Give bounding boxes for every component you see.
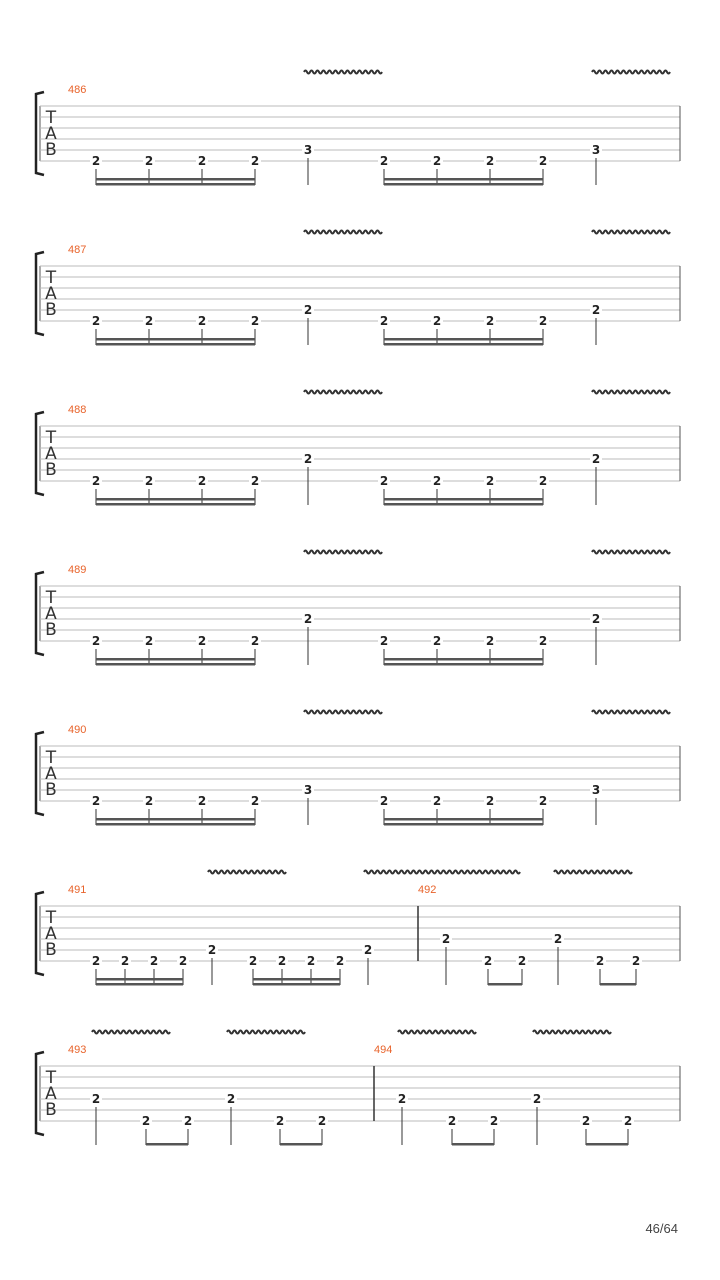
- vibrato-mark: [592, 551, 670, 554]
- fret-number: 2: [144, 634, 154, 648]
- fret-number: 2: [303, 612, 313, 626]
- fret-number: 2: [591, 452, 601, 466]
- tab-clef-letter: T: [45, 588, 57, 608]
- fret-number: 2: [623, 1114, 633, 1128]
- tab-system: [36, 231, 680, 346]
- fret-number: 3: [303, 783, 313, 797]
- fret-number: 2: [379, 474, 389, 488]
- vibrato-mark: [442, 871, 520, 874]
- fret-number: 2: [183, 1114, 193, 1128]
- note-beam: [253, 983, 340, 986]
- fret-number: 2: [91, 314, 101, 328]
- vibrato-mark: [364, 871, 442, 874]
- note-beam: [96, 338, 255, 341]
- fret-number: 2: [250, 154, 260, 168]
- tab-system: [36, 1031, 680, 1146]
- note-beam: [96, 658, 255, 661]
- fret-number: 2: [335, 954, 345, 968]
- note-beam: [384, 503, 543, 506]
- vibrato-mark: [304, 71, 382, 74]
- tab-clef-letter: B: [45, 940, 57, 960]
- note-beam: [384, 823, 543, 826]
- fret-number: 2: [485, 474, 495, 488]
- tab-clef-letter: A: [45, 444, 57, 464]
- note-beam: [384, 178, 543, 181]
- fret-number: 3: [303, 143, 313, 157]
- fret-number: 2: [631, 954, 641, 968]
- vibrato-mark: [592, 391, 670, 394]
- fret-number: 2: [250, 474, 260, 488]
- note-beam: [96, 663, 255, 666]
- fret-number: 2: [538, 474, 548, 488]
- fret-number: 2: [553, 932, 563, 946]
- fret-number: 2: [379, 154, 389, 168]
- note-beam: [96, 178, 255, 181]
- fret-number: 2: [432, 794, 442, 808]
- fret-number: 2: [197, 474, 207, 488]
- tab-clef-letter: T: [45, 1068, 57, 1088]
- fret-number: 2: [595, 954, 605, 968]
- fret-number: 2: [483, 954, 493, 968]
- fret-number: 2: [197, 154, 207, 168]
- note-beam: [600, 983, 636, 986]
- fret-number: 2: [538, 794, 548, 808]
- vibrato-mark: [304, 711, 382, 714]
- fret-number: 2: [144, 794, 154, 808]
- fret-number: 2: [226, 1092, 236, 1106]
- vibrato-mark: [304, 391, 382, 394]
- fret-number: 2: [250, 794, 260, 808]
- vibrato-mark: [592, 711, 670, 714]
- fret-number: 2: [489, 1114, 499, 1128]
- page-number: 46/64: [645, 1221, 678, 1236]
- fret-number: 2: [538, 314, 548, 328]
- fret-number: 2: [91, 1092, 101, 1106]
- fret-number: 2: [197, 634, 207, 648]
- vibrato-mark: [533, 1031, 611, 1034]
- note-beam: [280, 1143, 322, 1146]
- fret-number: 2: [144, 154, 154, 168]
- note-beam: [96, 823, 255, 826]
- tab-clef-letter: B: [45, 460, 57, 480]
- fret-number: 2: [144, 474, 154, 488]
- note-beam: [452, 1143, 494, 1146]
- vibrato-mark: [304, 551, 382, 554]
- note-beam: [96, 498, 255, 501]
- tab-clef-letter: A: [45, 1084, 57, 1104]
- fret-number: 2: [397, 1092, 407, 1106]
- fret-number: 2: [149, 954, 159, 968]
- fret-number: 2: [538, 634, 548, 648]
- fret-number: 2: [91, 954, 101, 968]
- note-beam: [96, 818, 255, 821]
- tab-clef-letter: B: [45, 300, 57, 320]
- vibrato-mark: [554, 871, 632, 874]
- measure-number: 488: [68, 404, 87, 416]
- fret-number: 2: [144, 314, 154, 328]
- fret-number: 2: [197, 314, 207, 328]
- fret-number: 3: [591, 143, 601, 157]
- fret-number: 2: [317, 1114, 327, 1128]
- note-beam: [96, 978, 183, 981]
- fret-number: 2: [197, 794, 207, 808]
- fret-number: 2: [432, 154, 442, 168]
- tab-clef-letter: B: [45, 1100, 57, 1120]
- measure-number: 487: [68, 244, 87, 256]
- tab-clef-letter: B: [45, 140, 57, 160]
- fret-number: 2: [379, 794, 389, 808]
- fret-number: 2: [275, 1114, 285, 1128]
- fret-number: 2: [120, 954, 130, 968]
- fret-number: 2: [447, 1114, 457, 1128]
- fret-number: 2: [303, 452, 313, 466]
- measure-number: 493: [68, 1044, 87, 1056]
- fret-number: 2: [91, 474, 101, 488]
- fret-number: 2: [485, 634, 495, 648]
- tab-clef-letter: A: [45, 124, 57, 144]
- tab-system: [36, 391, 680, 506]
- measure-number: 489: [68, 564, 87, 576]
- tab-clef-letter: A: [45, 924, 57, 944]
- fret-number: 2: [250, 314, 260, 328]
- fret-number: 2: [441, 932, 451, 946]
- tab-clef-letter: A: [45, 764, 57, 784]
- vibrato-mark: [208, 871, 286, 874]
- fret-number: 2: [303, 303, 313, 317]
- note-beam: [146, 1143, 188, 1146]
- note-beam: [384, 663, 543, 666]
- note-beam: [384, 498, 543, 501]
- vibrato-mark: [398, 1031, 476, 1034]
- tab-clef-letter: B: [45, 620, 57, 640]
- fret-number: 2: [248, 954, 258, 968]
- fret-number: 2: [178, 954, 188, 968]
- tab-clef-letter: A: [45, 604, 57, 624]
- tab-clef-letter: T: [45, 748, 57, 768]
- fret-number: 2: [306, 954, 316, 968]
- fret-number: 2: [91, 794, 101, 808]
- fret-number: 2: [207, 943, 217, 957]
- fret-number: 2: [379, 314, 389, 328]
- tab-system: [36, 711, 680, 826]
- tab-system: [36, 71, 680, 186]
- tab-clef-letter: T: [45, 908, 57, 928]
- vibrato-mark: [592, 231, 670, 234]
- tab-system: [36, 871, 680, 986]
- note-beam: [488, 983, 522, 986]
- fret-number: 2: [591, 612, 601, 626]
- fret-number: 2: [581, 1114, 591, 1128]
- measure-number: 486: [68, 84, 87, 96]
- measure-number: 490: [68, 724, 87, 736]
- note-beam: [384, 338, 543, 341]
- tab-clef-letter: T: [45, 268, 57, 288]
- note-beam: [384, 658, 543, 661]
- fret-number: 2: [485, 154, 495, 168]
- note-beam: [586, 1143, 628, 1146]
- tab-clef-letter: T: [45, 428, 57, 448]
- fret-number: 2: [379, 634, 389, 648]
- note-beam: [96, 983, 183, 986]
- note-beam: [96, 343, 255, 346]
- fret-number: 2: [91, 634, 101, 648]
- fret-number: 2: [363, 943, 373, 957]
- fret-number: 2: [532, 1092, 542, 1106]
- measure-number: 494: [374, 1044, 393, 1056]
- fret-number: 2: [538, 154, 548, 168]
- fret-number: 2: [432, 634, 442, 648]
- note-beam: [384, 818, 543, 821]
- note-beam: [253, 978, 340, 981]
- note-beam: [384, 343, 543, 346]
- tab-clef-letter: T: [45, 108, 57, 128]
- vibrato-mark: [92, 1031, 170, 1034]
- fret-number: 2: [485, 314, 495, 328]
- fret-number: 2: [485, 794, 495, 808]
- measure-number: 492: [418, 884, 437, 896]
- note-beam: [96, 183, 255, 186]
- note-beam: [384, 183, 543, 186]
- fret-number: 2: [432, 314, 442, 328]
- fret-number: 2: [141, 1114, 151, 1128]
- tab-system: [36, 551, 680, 666]
- vibrato-mark: [227, 1031, 305, 1034]
- fret-number: 2: [591, 303, 601, 317]
- fret-number: 2: [517, 954, 527, 968]
- fret-number: 2: [91, 154, 101, 168]
- vibrato-mark: [304, 231, 382, 234]
- measure-number: 491: [68, 884, 87, 896]
- fret-number: 2: [432, 474, 442, 488]
- tab-clef-letter: B: [45, 780, 57, 800]
- fret-number: 3: [591, 783, 601, 797]
- fret-number: 2: [250, 634, 260, 648]
- vibrato-mark: [592, 71, 670, 74]
- tab-clef-letter: A: [45, 284, 57, 304]
- note-beam: [96, 503, 255, 506]
- fret-number: 2: [277, 954, 287, 968]
